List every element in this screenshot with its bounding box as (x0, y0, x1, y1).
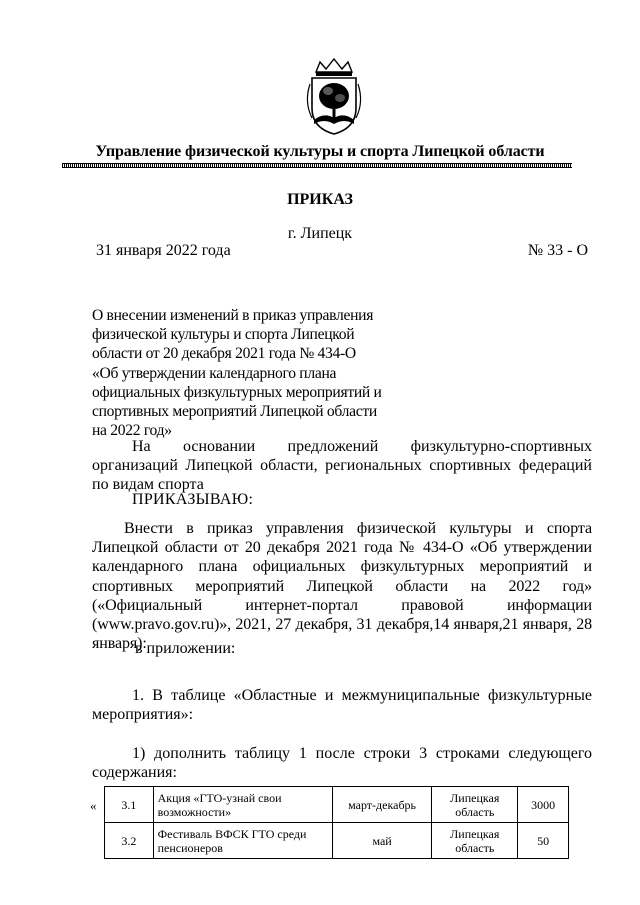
header-divider (62, 163, 572, 168)
subject-line: О внесении изменений в приказ управления (92, 307, 374, 324)
subject-line: «Об утверждении календарного плана (92, 364, 337, 382)
main-paragraph: Внести в приказ управления физической культуры и спорта Липецкой области от 20 декабря 2021 года № 434-О «Об утверждении календарного плана официальных физкультурных мероприятий и спортивных мероприятий Липецкой области на 2022 год» («Официальный интернет-портал правовой информации (www.pravo.gov.ru)», 2021, 27 декабря, 31 декабря,14 января,21 января, 28 января): (92, 520, 592, 653)
subject-line: физической культуры и спорта Липецкой (92, 326, 355, 344)
order-word: ПРИКАЗЫВАЮ: (132, 491, 254, 508)
subject-line: на 2022 год» (92, 422, 172, 440)
coat-of-arms-icon (298, 58, 370, 136)
item-1: 1. В таблице «Областные и межмуниципальные физкультурные мероприятия»: (92, 687, 592, 724)
event-name: Фестиваль ВФСК ГТО среди пенсионеров (153, 823, 332, 859)
basis-paragraph: На основании предложений физкультурно-спортивных организаций Липецкой области, региональных спортивных федераций по видам спорта (92, 438, 592, 494)
event-period: март-декабрь (332, 787, 431, 823)
subject-line: спортивных мероприятий Липецкой области (92, 403, 377, 421)
quote-mark: « (90, 798, 97, 813)
row-number: 3.1 (105, 787, 154, 823)
subject-line: официальных физкультурных мероприятий и (92, 383, 382, 401)
event-period: май (332, 823, 431, 859)
event-name: Акция «ГТО-узнай свои возможности» (153, 787, 332, 823)
item-1-1: 1) дополнить таблицу 1 после строки 3 строками следующего содержания: (92, 745, 592, 782)
document-date: 31 января 2022 года (96, 242, 231, 259)
events-table (104, 786, 569, 859)
row-number: 3.2 (105, 823, 154, 859)
document-city: г. Липецк (287, 225, 353, 242)
appendix-intro: в приложении: (135, 640, 236, 657)
document-subject (92, 306, 402, 440)
document-title: ПРИКАЗ (287, 191, 353, 208)
subject-line: области от 20 декабря 2021 года № 434-О (92, 345, 356, 363)
event-place: Липецкая область (432, 787, 518, 823)
participant-count: 50 (518, 823, 569, 859)
organization-name: Управление физической культуры и спорта Липецкой области (95, 143, 545, 160)
table-row (105, 787, 569, 823)
table-row (105, 823, 569, 859)
document-number: № 33 - О (527, 242, 588, 259)
participant-count: 3000 (518, 787, 569, 823)
event-place: Липецкая область (432, 823, 518, 859)
